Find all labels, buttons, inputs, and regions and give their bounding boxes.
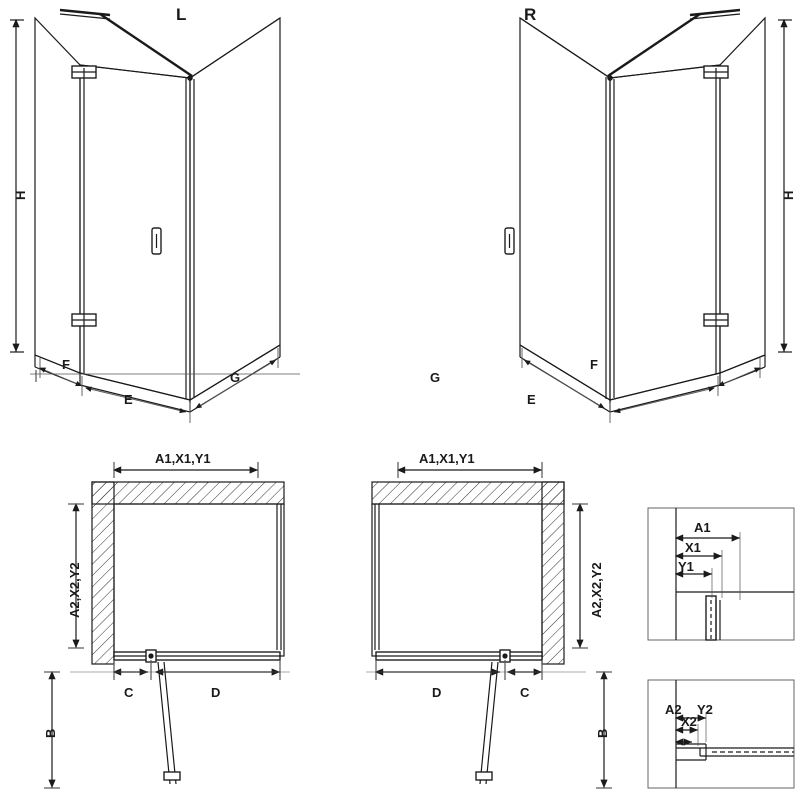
dimension-g-right: G [430, 370, 441, 385]
detail-label-x2: X2 [681, 714, 697, 729]
dimension-c-left: C [124, 685, 134, 700]
dimension-h-left: H [13, 190, 28, 200]
dimension-a2x2y2-left: A2,X2,Y2 [67, 562, 82, 618]
dimension-e-right: E [527, 392, 536, 407]
detail-label-a1: A1 [694, 520, 711, 535]
dimension-c-right: C [520, 685, 530, 700]
dimension-f-left: F [62, 357, 70, 372]
variant-label-right: R [524, 5, 537, 24]
iso-right-enclosure [505, 10, 792, 412]
dimension-a2x2y2-right: A2,X2,Y2 [589, 562, 604, 618]
dimension-b-right: B [595, 728, 610, 738]
dimension-d-right: D [432, 685, 442, 700]
dimension-a1x1y1-left: A1,X1,Y1 [155, 451, 211, 466]
dimension-a1x1y1-right: A1,X1,Y1 [419, 451, 475, 466]
variant-label-left: L [176, 5, 187, 24]
detail-bottom-right [648, 680, 794, 788]
detail-top-right [648, 508, 794, 640]
iso-left-enclosure [10, 10, 300, 412]
dimension-b-left: B [43, 728, 58, 738]
dimension-e-left: E [124, 392, 133, 407]
plan-left [44, 462, 290, 788]
detail-label-y1: Y1 [678, 559, 694, 574]
detail-label-a2: A2 [665, 702, 682, 717]
detail-label-y2: Y2 [697, 702, 713, 717]
dimension-h-right: H [781, 190, 796, 200]
dimension-f-right: F [590, 357, 598, 372]
plan-right [366, 462, 612, 788]
dimension-d-left: D [211, 685, 221, 700]
detail-label-x1: X1 [685, 540, 701, 555]
dimension-g-left: G [230, 370, 241, 385]
